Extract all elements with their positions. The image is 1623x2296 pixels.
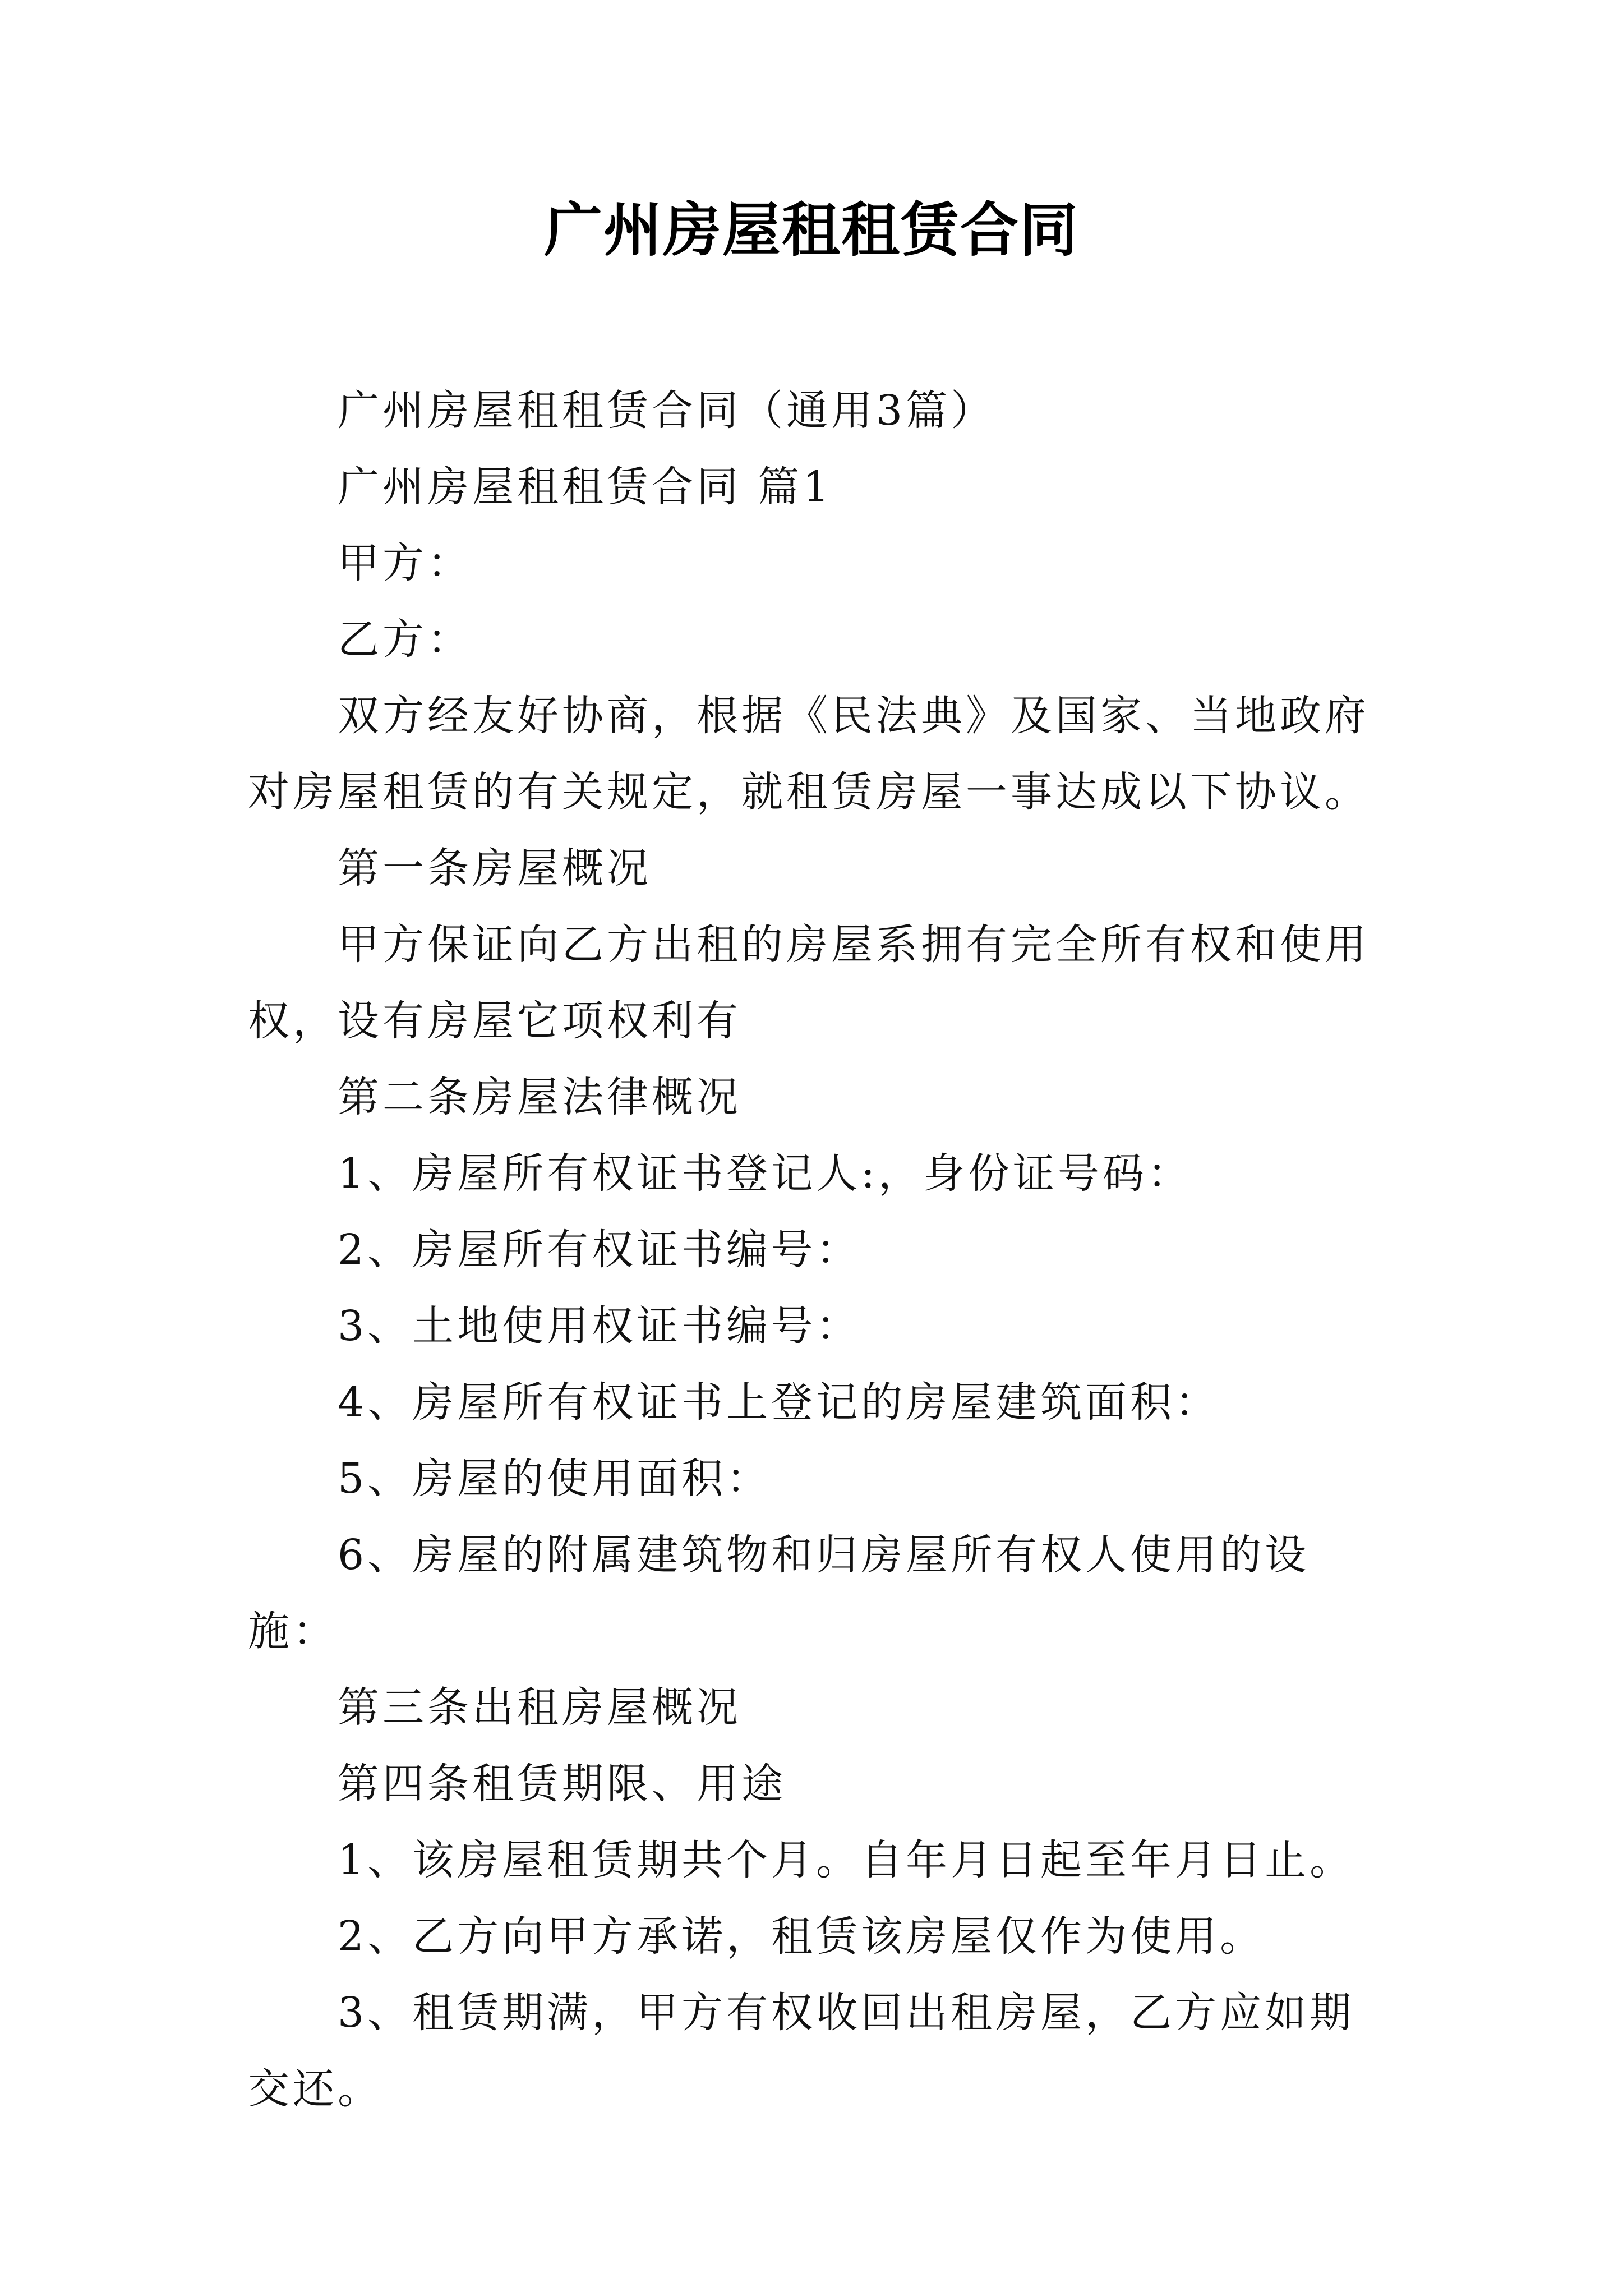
document-title: 广州房屋租租赁合同 [543,195,1079,264]
paragraph-preamble: 双方经友好协商，根据《民法典》及国家、当地政府对房屋租赁的有关规定，就租赁房屋一事达成以下协议。 [248,692,1370,816]
paragraph-article-4-item-3: 3、租赁期满，甲方有权收回出租房屋，乙方应如期交还。 [248,1989,1355,2113]
paragraph-heading-general: 广州房屋租租赁合同（通用3篇） [338,386,996,435]
paragraph-article-4-item-2: 2、乙方向甲方承诺，租赁该房屋仅作为使用。 [338,1912,1265,1961]
paragraph-article-4-title: 第四条租赁期限、用途 [338,1760,786,1808]
paragraph-article-2-item-6: 6、房屋的附属建筑物和归房屋所有权人使用的设施： [248,1531,1310,1655]
paragraph-heading-part-1: 广州房屋租租赁合同 篇1 [338,463,833,511]
document-body [248,372,1376,2127]
paragraph-article-2-item-1: 1、房屋所有权证书登记人:，身份证号码： [338,1149,1193,1198]
paragraph-article-2-item-5: 5、房屋的使用面积： [338,1455,772,1503]
paragraph-article-2-title: 第二条房屋法律概况 [338,1073,741,1121]
paragraph-party-b: 乙方： [338,615,472,664]
paragraph-article-2-item-2: 2、房屋所有权证书编号： [338,1226,861,1274]
paragraph-article-2-item-4: 4、房屋所有权证书上登记的房屋建筑面积： [338,1378,1220,1427]
paragraph-article-4-item-1: 1、该房屋租赁期共个月。自年月日起至年月日止。 [338,1836,1355,1884]
paragraph-article-3-title: 第三条出租房屋概况 [338,1683,741,1732]
paragraph-party-a: 甲方： [338,539,472,587]
paragraph-article-2-item-3: 3、土地使用权证书编号： [338,1302,861,1350]
paragraph-article-1-title: 第一条房屋概况 [338,844,652,892]
paragraph-article-1-body: 甲方保证向乙方出租的房屋系拥有完全所有权和使用权，设有房屋它项权利有 [248,921,1370,1045]
